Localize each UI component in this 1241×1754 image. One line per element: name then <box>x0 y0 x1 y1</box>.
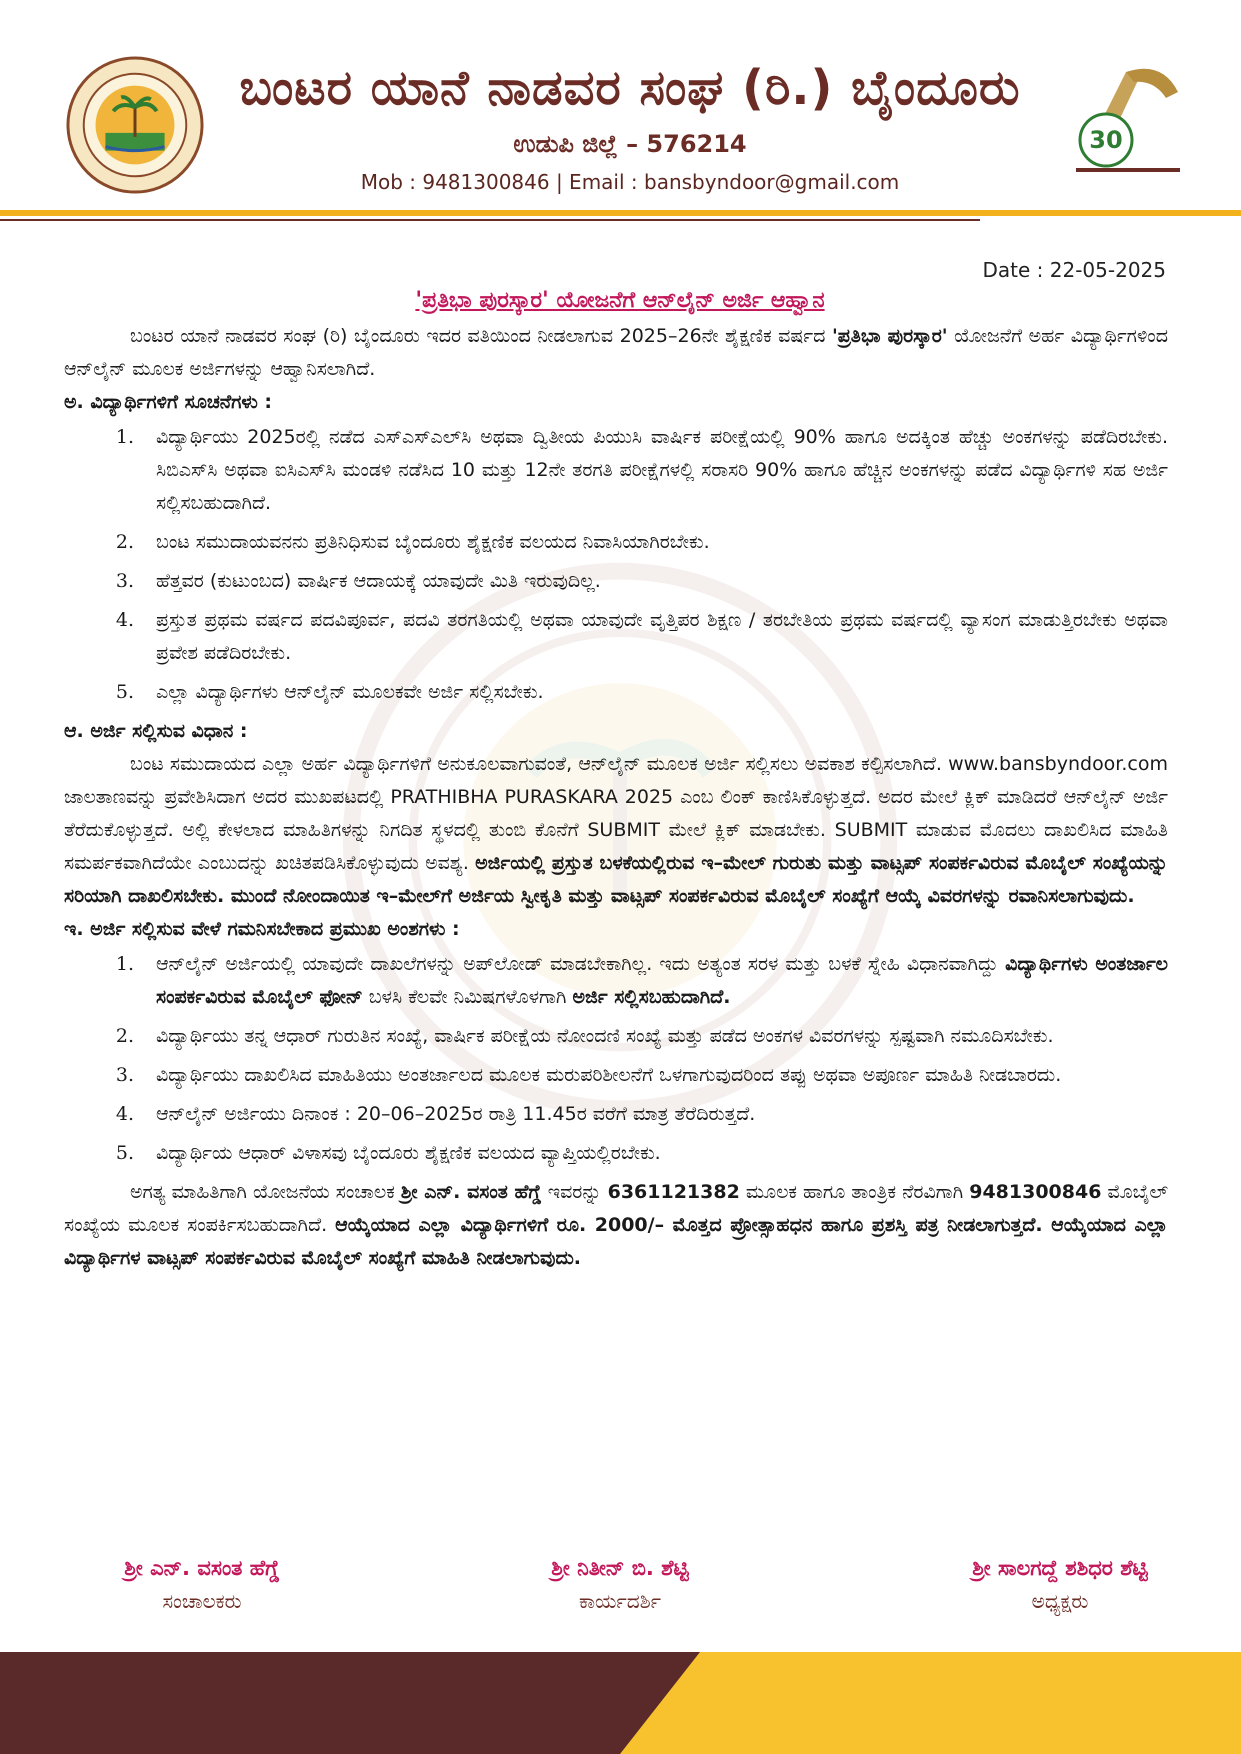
list-item: 5. ವಿದ್ಯಾರ್ಥಿಯ ಆಧಾರ್ ವಿಳಾಸವು ಬೈಂದೂರು ಶೈಕ್ಷಣಿಕ ವಲಯದ ವ್ಯಾಪ್ತಿಯಲ್ಲಿರಬೇಕು. <box>115 1142 661 1164</box>
anniversary-number: 30 <box>1089 126 1123 154</box>
signatory-role: ಕಾರ್ಯದರ್ಶಿ <box>578 1589 662 1613</box>
signature-block-president <box>900 1556 1220 1613</box>
section-a-list <box>64 421 1168 709</box>
signatory-name: ಶ್ರೀ ಸಾಲಗದ್ದೆ ಶಶಿಧರ ಶೆಟ್ಟಿ <box>972 1556 1148 1580</box>
section-aa-heading: ಆ. ಅರ್ಜಿ ಸಲ್ಲಿಸುವ ವಿಧಾನ : <box>64 720 248 742</box>
district-pincode: ಉಡುಪಿ ಜಿಲ್ಲೆ – 576214 <box>513 130 747 158</box>
list-item: 2. ಬಂಟ ಸಮುದಾಯವನನು ಪ್ರತಿನಿಧಿಸುವ ಬೈಂದೂರು ಶೈಕ್ಷಣಿಕ ವಲಯದ ನಿವಾಸಿಯಾಗಿರಬೇಕು. <box>115 531 710 553</box>
list-item: 1. ವಿದ್ಯಾರ್ಥಿಯು 2025ರಲ್ಲಿ ನಡೆದ ಎಸ್‌ಎಸ್‌ಎಲ್‌ಸಿ ಅಥವಾ ದ್ವಿತೀಯ ಪಿಯುಸಿ ವಾರ್ಷಿಕ ಪರೀಕ್ಷೆಯಲ್ಲಿ 90% ಹಾಗೂ ಅದಕ್ಕಿಂತ ಹೆಚ್ಚು ಅಂಕಗಳನ್ನು ಪಡೆದಿರಬೇಕು. ಸಿಬಿಎಸ್‌ಸಿ ಅಥವಾ ಐಸಿಎಸ್‌ಸಿ ಮಂಡಳಿ ನಡೆಸಿದ 10 ಮತ್ತು 12ನೇ ತರಗತಿ ಪರೀಕ್ಷೆಗಳಲ್ಲಿ ಸರಾಸರಿ 90% ಹಾಗೂ ಹೆಚ್ಚಿನ ಅಂಕಗಳನ್ನು ಪಡೆದ ವಿದ್ಯಾರ್ಥಿಗಳಿ ಸಹ ಅರ್ಜಿ ಸಲ್ಲಿಸಬಹುದಾಗಿದೆ. <box>115 426 1168 514</box>
application-method-paragraph: ಬಂಟ ಸಮುದಾಯದ ಎಲ್ಲಾ ಅರ್ಹ ವಿದ್ಯಾರ್ಥಿಗಳಿಗೆ ಅನುಕೂಲವಾಗುವಂತೆ, ಆನ್‌ಲೈನ್ ಮೂಲಕ ಅರ್ಜಿ ಸಲ್ಲಿಸಲು ಅವಕಾಶ ಕಲ್ಪಿಸಲಾಗಿದೆ. www.bansbyndoor.com ಜಾಲತಾಣವನ್ನು ಪ್ರವೇಶಿಸಿದಾಗ ಅದರ ಮುಖಪಟದಲ್ಲಿ PRATHIBHA PURASKARA 2025 ಎಂಬ ಲಿಂಕ್ ಕಾಣಿಸಿಕೊಳ್ಳುತ್ತದೆ. ಅದರ ಮೇಲೆ ಕ್ಲಿಕ್ ಮಾಡಿದರೆ ಆನ್‌ಲೈನ್ ಅರ್ಜಿ ತೆರೆದುಕೊಳ್ಳುತ್ತದೆ. ಅಲ್ಲಿ ಕೇಳಲಾದ ಮಾಹಿತಿಗಳನ್ನು ನಿಗದಿತ ಸ್ಥಳದಲ್ಲಿ ತುಂಬಿ ಕೊನೆಗೆ SUBMIT ಮೇಲೆ ಕ್ಲಿಕ್ ಮಾಡಬೇಕು. SUBMIT ಮಾಡುವ ಮೊದಲು ದಾಖಲಿಸಿದ ಮಾಹಿತಿ ಸಮರ್ಪಕವಾಗಿದೆಯೇ ಎಂಬುದನ್ನು ಖಚಿತಪಡಿಸಿಕೊಳ್ಳುವುದು ಅವಶ್ಯ. ಅರ್ಜಿಯಲ್ಲಿ ಪ್ರಸ್ತುತ ಬಳಕೆಯಲ್ಲಿರುವ ಇ–ಮೇಲ್ ಗುರುತು ಮತ್ತು ವಾಟ್ಸಪ್ ಸಂಪರ್ಕವಿರುವ ಮೊಬೈಲ್ ಸಂಖ್ಯೆಯನ್ನು ಸರಿಯಾಗಿ ದಾಖಲಿಸಬೇಕು. ಮುಂದೆ ನೋಂದಾಯಿತ ಇ–ಮೇಲ್‌ಗೆ ಅರ್ಜಿಯ ಸ್ವೀಕೃತಿ ಮತ್ತು ವಾಟ್ಸಪ್ ಸಂಪರ್ಕವಿರುವ ಮೊಬೈಲ್ ಸಂಖ್ಯೆಗೆ ಆಯ್ಕೆ ವಿವರಗಳನ್ನು ರವಾನಿಸಲಾಗುವುದು. <box>64 753 1168 907</box>
letterhead <box>0 0 1241 220</box>
header-brown-rule <box>0 219 980 221</box>
signatory-role: ಸಂಚಾಲಕರು <box>162 1589 242 1613</box>
letter-date: Date : 22-05-2025 <box>982 258 1166 282</box>
list-item: 3. ವಿದ್ಯಾರ್ಥಿಯು ದಾಖಲಿಸಿದ ಮಾಹಿತಿಯು ಅಂತರ್ಜಾಲದ ಮೂಲಕ ಮರುಪರಿಶೀಲನೆಗೆ ಒಳಗಾಗುವುದರಿಂದ ತಪ್ಪು ಅಥವಾ ಅಪೂರ್ಣ ಮಾಹಿತಿ ನೀಡಬಾರದು. <box>115 1064 1062 1086</box>
list-item: 4. ಆನ್‌ಲೈನ್ ಅರ್ಜಿಯು ದಿನಾಂಕ : 20–06–2025ರ ರಾತ್ರಿ 11.45ರ ವರೆಗೆ ಮಾತ್ರ ತೆರೆದಿರುತ್ತದೆ. <box>115 1103 756 1125</box>
notice-body <box>64 320 1168 1275</box>
organization-seal-logo <box>66 56 204 194</box>
closing-paragraph: ಅಗತ್ಯ ಮಾಹಿತಿಗಾಗಿ ಯೋಜನೆಯ ಸಂಚಾಲಕ ಶ್ರೀ ಎನ್. ವಸಂತ ಹೆಗ್ಡೆ ಇವರನ್ನು 6361121382 ಮೂಲಕ ಹಾಗೂ ತಾಂತ್ರಿಕ ನೆರವಿಗಾಗಿ 9481300846 ಮೊಬೈಲ್ ಸಂಖ್ಯೆಯ ಮೂಲಕ ಸಂಪರ್ಕಿಸಬಹುದಾಗಿದೆ. ಆಯ್ಕೆಯಾದ ಎಲ್ಲಾ ವಿದ್ಯಾರ್ಥಿಗಳಿಗೆ ರೂ. 2000/– ಮೊತ್ತದ ಪ್ರೋತ್ಸಾಹಧನ ಹಾಗೂ ಪ್ರಶಸ್ತಿ ಪತ್ರ ನೀಡಲಾಗುತ್ತದೆ. ಆಯ್ಕೆಯಾದ ಎಲ್ಲಾ ವಿದ್ಯಾರ್ಥಿಗಳ ವಾಟ್ಸಪ್ ಸಂಪರ್ಕವಿರುವ ಮೊಬೈಲ್ ಸಂಖ್ಯೆಗೆ ಮಾಹಿತಿ ನೀಡಲಾಗುವುದು. <box>64 1181 1168 1269</box>
signatory-name: ಶ್ರೀ ಎನ್. ವಸಂತ ಹೆಗ್ಡೆ <box>124 1556 280 1580</box>
header-yellow-rule <box>0 210 1241 216</box>
section-a-heading: ಅ. ವಿದ್ಯಾರ್ಥಿಗಳಿಗೆ ಸೂಚನೆಗಳು : <box>64 391 272 413</box>
intro-scheme-name: 'ಪ್ರತಿಭಾ ಪುರಸ್ಕಾರ' <box>831 325 948 347</box>
signatory-role: ಅಧ್ಯಕ್ಷರು <box>1031 1589 1089 1613</box>
signature-block-secretary <box>460 1556 780 1613</box>
intro-text-post: ಯೋಜನೆಗೆ ಅರ್ಹ ವಿದ್ಯಾರ್ಥಿಗಳಿಂದ ಆನ್‌ಲೈನ್ ಮೂಲಕ ಅರ್ಜಿಗಳನ್ನು ಆಹ್ವಾನಿಸಲಾಗಿದೆ. <box>64 325 1168 380</box>
list-item: 2. ವಿದ್ಯಾರ್ಥಿಯು ತನ್ನ ಆಧಾರ್ ಗುರುತಿನ ಸಂಖ್ಯೆ, ವಾರ್ಷಿಕ ಪರೀಕ್ಷೆಯ ನೋಂದಣಿ ಸಂಖ್ಯೆ ಮತ್ತು ಪಡೆದ ಅಂಕಗಳ ವಿವರಗಳನ್ನು ಸ್ಪಷ್ಟವಾಗಿ ನಮೂದಿಸಬೇಕು. <box>115 1025 1054 1047</box>
organization-name: ಬಂಟರ ಯಾನೆ ನಾಡವರ ಸಂಘ (ರಿ.) ಬೈಂದೂರು <box>239 60 1021 116</box>
notice-title: 'ಪ್ರತಿಭಾ ಪುರಸ್ಕಾರ' ಯೋಜನೆಗೆ ಆನ್‌ಲೈನ್ ಅರ್ಜಿ ಆಹ್ವಾನ <box>415 288 825 313</box>
footer-band <box>0 1652 1241 1754</box>
list-item: 5. ಎಲ್ಲಾ ವಿದ್ಯಾರ್ಥಿಗಳು ಆನ್‌ಲೈನ್ ಮೂಲಕವೇ ಅರ್ಜಿ ಸಲ್ಲಿಸಬೇಕು. <box>115 681 544 703</box>
anniversary-30-logo <box>1066 52 1196 182</box>
signature-block-convener <box>42 1556 362 1613</box>
list-item: 4. ಪ್ರಸ್ತುತ ಪ್ರಥಮ ವರ್ಷದ ಪದವಿಪೂರ್ವ, ಪದವಿ ತರಗತಿಯಲ್ಲಿ ಅಥವಾ ಯಾವುದೇ ವೃತ್ತಿಪರ ಶಿಕ್ಷಣ / ತರಬೇತಿಯ ಪ್ರಥಮ ವರ್ಷದಲ್ಲಿ ವ್ಯಾಸಂಗ ಮಾಡುತ್ತಿರಬೇಕು ಅಥವಾ ಪ್ರವೇಶ ಪಡೆದಿರಬೇಕು. <box>115 609 1168 664</box>
list-item: 1. ಆನ್‌ಲೈನ್ ಅರ್ಜಿಯಲ್ಲಿ ಯಾವುದೇ ದಾಖಲೆಗಳನ್ನು ಅಪ್‌ಲೋಡ್ ಮಾಡಬೇಕಾಗಿಲ್ಲ. ಇದು ಅತ್ಯಂತ ಸರಳ ಮತ್ತು ಬಳಕೆ ಸ್ನೇಹಿ ವಿಧಾನವಾಗಿದ್ದು ವಿದ್ಯಾರ್ಥಿಗಳು ಅಂತರ್ಜಾಲ ಸಂಪರ್ಕವಿರುವ ಮೊಬೈಲ್ ಫೋನ್ ಬಳಸಿ ಕೆಲವೇ ನಿಮಿಷಗಳೊಳಗಾಗಿ ಅರ್ಜಿ ಸಲ್ಲಿಸಬಹುದಾಗಿದೆ. <box>115 953 1168 1008</box>
contact-line: Mob : 9481300846 | Email : bansbyndoor@gmail.com <box>360 170 900 194</box>
intro-paragraph <box>64 320 1168 386</box>
signatory-name: ಶ್ರೀ ನಿತೀನ್ ಬಿ. ಶೆಟ್ಟಿ <box>551 1556 689 1580</box>
section-i-list <box>64 948 1168 1170</box>
section-i-heading: ಇ. ಅರ್ಜಿ ಸಲ್ಲಿಸುವ ವೇಳೆ ಗಮನಿಸಬೇಕಾದ ಪ್ರಮುಖ ಅಂಶಗಳು : <box>64 918 460 940</box>
intro-text-pre: ಬಂಟರ ಯಾನೆ ನಾಡವರ ಸಂಘ (ರಿ) ಬೈಂದೂರು ಇದರ ವತಿಯಿಂದ ನೀಡಲಾಗುವ 2025–26ನೇ ಶೈಕ್ಷಣಿಕ ವರ್ಷದ <box>130 325 832 347</box>
list-item: 3. ಹೆತ್ತವರ (ಕುಟುಂಬದ) ವಾರ್ಷಿಕ ಆದಾಯಕ್ಕೆ ಯಾವುದೇ ಮಿತಿ ಇರುವುದಿಲ್ಲ. <box>115 570 601 592</box>
